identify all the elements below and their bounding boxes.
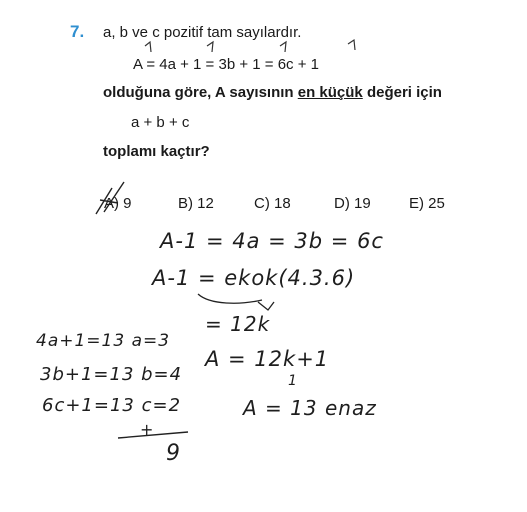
choice-letter: A): [104, 195, 119, 212]
handwritten-plus: +: [140, 420, 155, 439]
choice-value: 25: [428, 195, 445, 212]
choice-value: 12: [197, 195, 214, 212]
question-equation: A = 4a + 1 = 3b + 1 = 6c + 1: [133, 56, 319, 73]
choice-value: 9: [123, 195, 132, 212]
condition-emphasis: en küçük: [297, 84, 363, 101]
handwritten-left-1: 4a+1=13 a=3: [36, 331, 171, 351]
choice-letter: B): [178, 195, 193, 212]
question-expression: a + b + c: [131, 114, 190, 131]
handwritten-sum: 9: [166, 441, 181, 466]
tick-mark: [145, 42, 151, 52]
handwritten-line-4-sub: 1: [288, 373, 298, 389]
handwritten-line-5: A = 13 enaz: [243, 396, 377, 420]
choice-letter: C): [254, 195, 270, 212]
handwritten-line-4: A = 12k+1: [205, 347, 330, 371]
choice-value: 19: [354, 195, 371, 212]
bracket-mark: [258, 302, 274, 310]
choice-letter: D): [334, 195, 350, 212]
choice-value: 18: [274, 195, 291, 212]
answer-mark-icon: [96, 182, 124, 214]
question-ask: toplamı kaçtır?: [103, 143, 210, 160]
condition-post: değeri için: [362, 84, 442, 101]
question-number: 7.: [70, 22, 85, 41]
choice-letter: E): [409, 195, 424, 212]
condition-pre: olduğuna göre, A sayısının: [103, 84, 298, 101]
handwritten-left-2: 3b+1=13 b=4: [40, 364, 183, 385]
question-intro: a, b ve c pozitif tam sayılardır.: [103, 24, 302, 41]
handwritten-line-2: A-1 = ekok(4.3.6): [152, 266, 356, 290]
handwritten-line-1: A-1 = 4a = 3b = 6c: [160, 229, 384, 253]
tick-mark: [207, 42, 213, 52]
brace-under-ekok: [198, 294, 262, 303]
tick-mark: [348, 40, 355, 50]
handwritten-left-3: 6c+1=13 c=2: [42, 395, 182, 416]
handwritten-line-3: = 12k: [205, 312, 271, 336]
tick-mark: [280, 42, 286, 52]
